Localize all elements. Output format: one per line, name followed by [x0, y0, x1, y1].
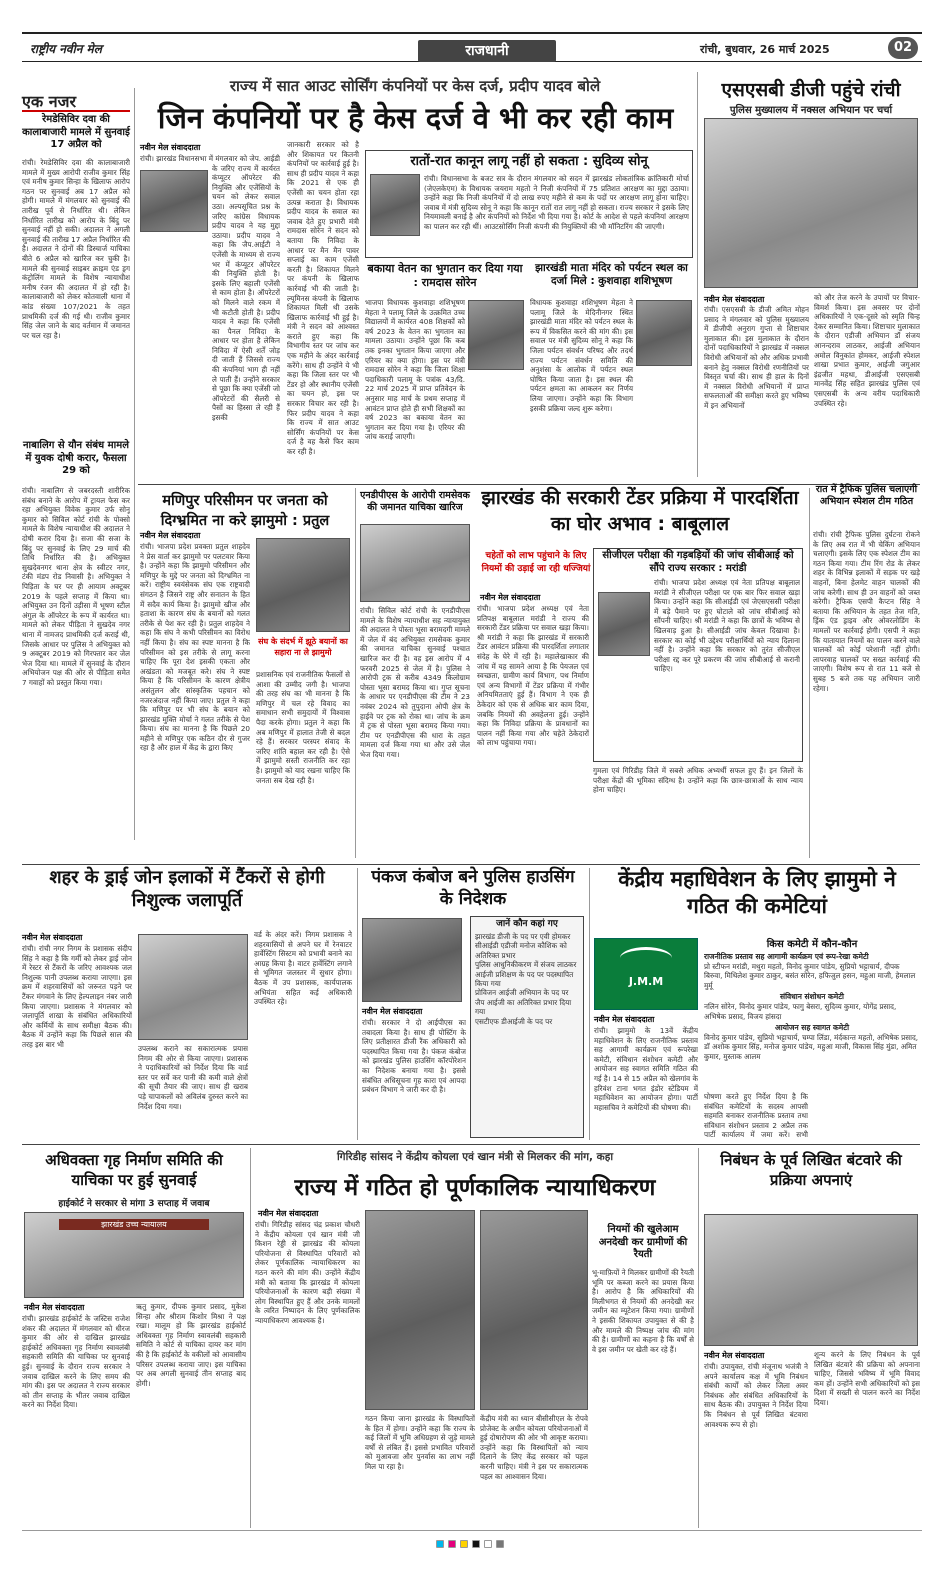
- ssb-headline: एसएसबी डीजी पहुंचे रांची: [721, 79, 901, 101]
- column-rule: [250, 1148, 251, 1528]
- lead-column-1: [140, 154, 280, 480]
- print-registration-bar: [22, 1530, 922, 1542]
- list-item: जैप आईजी का अतिरिक्त प्रभार दिया गया: [475, 997, 572, 1017]
- column-rule: [698, 1148, 699, 1528]
- lead-byline: नवीन मेल संवाददाता: [140, 143, 201, 152]
- ssb-subhead: पुलिस मुख्यालय में नक्सल अभियान पर चर्चा: [729, 105, 893, 116]
- pankaj-headline: पंकज कंबोज बने पुलिस हाउसिंग के निदेशक: [371, 867, 575, 910]
- color-swatch: [472, 1540, 480, 1548]
- manipur-column-1: रांची। भाजपा प्रदेश प्रवक्ता प्रतुल शाहदेव ने प्रेस वार्ता कर झामुमो पर पलटवार किया है। उन्होंने कहा कि झामुमो परिसीमन और मणिपुर के मुद्दे पर जनता को दिग्भ्रमित ना करें। राष्ट्रीय स्वयंसेवक संघ एक राष्ट्रवादी संगठन है जिसने राष्ट्र और सनातन के हित में सदैव कार्य किया है। झामुमो खीज और हताशा के कारण संघ के बयानों को गलत तरीके से पेश कर रही है। प्रतुल शाहदेव ने कहा कि संघ ने कभी परिसीमन का विरोध नहीं किया है। संघ का स्पष्ट मानना है कि परिसीमन को इस तरीके से लागू करना चाहिए कि पूरा देश इसकी एकता और अखंडता को मजबूत करे। संघ ने स्पष्ट किया है कि परिसीमन के कारण क्षेत्रीय असंतुलन और सांस्कृतिक पहचान को नजरअंदाज नहीं किया जाए। प्रतुल ने कहा कि मणिपुर पर भी संघ के बयान को झारखंड मुक्ति मोर्चा ने गलत तरीके से पेश किया। संघ का मानना है कि पिछले 20 महीने से मणिपुर एक कठिन दौर से गुजर रहा है और हाल में केंद्र के द्वारा किए: [140, 542, 250, 753]
- bakaya-body: भाजपा विधायक कुशवाहा शशिभूषण मेहता ने पलामू जिले के उत्क्रमित उच्च विद्यालयों में कार्यरत 408 शिक्षकों को वर्ष 2023 के वेतन का भुगतान का मामला उठाया। उन्होंने पूछा कि कब तक इनका भुगतान किया जाएगा और एरियर का क्या होगा। इस पर मंत्री रामदास सोरेन ने कहा कि जिला शिक्षा पदाधिकारी पलामू के पत्रांक 43/दि. 22 मार्च 2025 में प्राप्त प्रतिवेदन के अनुसार माह मार्च के प्रथम सप्ताह में आवंटन प्राप्त होते ही सभी शिक्षकों का वर्ष 2023 का बकाया वेतन का भुगतान कर दिया गया है। एरियर की जांच कराई जाएगी।: [365, 298, 465, 442]
- list-item: सीआईडी एडीजी मनोज कौशिक को अतिरिक्त प्रभार: [475, 941, 567, 960]
- column-rule: [134, 88, 135, 840]
- nibandhan-headline: निबंधन के पूर्व लिखित बंटवारे की प्रक्रिया अपनाएं: [720, 1151, 902, 1190]
- jmm-body-3: [812, 1092, 920, 1140]
- sudivya-body: रांची। विधानसभा के बजट सत्र के दौरान मंगलवार को सदन में झारखंड लोकतांत्रिक क्रांतिकारी मोर्चा (जेएलकेएम) के विधायक जयराम महतो ने निजी कंपनियों में 75 प्रतिशत आरक्षण का मुद्दा उठाया। उन्होंने कहा कि निजी कंपनियों में दो लाख रुपए महीने से कम के पदों पर आरक्षण लागू होना चाहिए। जवाब में मंत्री सुदिव्य सोनू ने कहा कि कानून रातों रात लागू नहीं हो सकता। राज्य सरकार ने इसके लिए नियमावली बनाई है और कंपनियों को निर्देश भी दिया गया है। कोर्ट के आदेश से पहले कंपनियां आरक्षण का पालन कर रही थीं। आउटसोर्सिंग निजी कंपनी की नियुक्तियों की भी मॉनिटरिंग की जाएगी।: [424, 174, 689, 231]
- water-column-2: उपलब्ध कराने का सकारात्मक प्रयास निगम की ओर से किया जाएगा। प्रशासक ने पदाधिकारियों को निर्देश दिया कि वार्ड स्तर पर सर्वे कर पानी की कमी वाले क्षेत्रों की सूची तैयार की जाए। साथ ही खराब पड़े चापाकलों को अविलंब दुरुस्त करने का निर्देश दिया गया।: [138, 1044, 248, 1111]
- section-divider: [138, 484, 920, 485]
- pankaj-byline: नवीन मेल संवाददाता: [362, 1007, 423, 1016]
- nibandhan-byline: नवीन मेल संवाददाता: [704, 1351, 765, 1360]
- dateline: रांची, बुधवार, 26 मार्च 2025: [700, 43, 830, 56]
- water-column-3: वर्ड के अंदर करें। निगम प्रशासक ने शहरवासियों से अपने घर में रेनवाटर हार्वेस्टिंग सिस्टम को प्रभावी बनाने का आग्रह किया है। वाटर हार्वेस्टिंग लगाने से भूमिगत जलस्तर में सुधार होगा। बैठक में उप प्रशासक, कार्यपालक अभियंता सहित कई अधिकारी उपस्थित रहे।: [254, 930, 352, 1007]
- section-divider: [22, 1144, 920, 1145]
- manipur-headline: मणिपुर परिसीमन पर जनता को दिग्भ्रमित ना करे झामुमो : प्रतुल: [160, 493, 330, 529]
- ssb-byline: नवीन मेल संवाददाता: [704, 295, 765, 304]
- traffic-headline: रात में ट्रैफिक पुलिस चलाएगी अभियान स्पेशल टीम गठित: [815, 484, 918, 507]
- court-sign: झारखंड उच्च न्यायालय: [59, 1219, 209, 1230]
- color-swatch: [436, 1540, 444, 1548]
- transfer-list-title: जानें कौन कहां गए: [496, 919, 558, 929]
- committee-3-title: आयोजन सह स्वागत कमेटी: [774, 1023, 850, 1033]
- mp-minister-photo-2: [480, 1210, 588, 1410]
- niyam-body: भू-माफ़ियों ने मिलकर ग्रामीणों की रैयती भूमि पर कब्जा करने का प्रयास किया है। आरोप है कि अधिकारियों की मिलीभगत से नियमों की अनदेखी कर जमीन का म्यूटेशन किया गया। ग्रामीणों ने इसकी शिकायत उपायुक्त से की है और मामले की निष्पक्ष जांच की मांग की है। ग्रामीणों का कहना है कि वर्षों से वे इस जमीन पर खेती कर रहे हैं।: [592, 1268, 694, 1354]
- color-swatches: [22, 1533, 922, 1552]
- sudivya-headline: रातों-रात कानून लागू नहीं हो सकता : सुदिव्य सोनू: [410, 154, 648, 169]
- cgl-headline: सीजीएल परीक्षा की गड़बड़ियों की जांच सीबीआई को सौंपे राज्य सरकार : मरांडी: [602, 550, 794, 574]
- color-swatch: [448, 1540, 456, 1548]
- ek-nazar-headline-1: रेमडेसिविर दवा की कालाबाजारी मामले में सुनवाई 17 अप्रैल को: [22, 114, 130, 150]
- list-item: पुलिस आधुनिकीकरण में संजय लाठकर: [475, 960, 577, 970]
- section-label: राजधानी: [418, 40, 556, 62]
- list-item: झारखंड डीजी के पद पर एवी होमकर: [475, 932, 571, 941]
- column-rule: [697, 72, 698, 477]
- page-number: 02: [888, 37, 918, 59]
- mandir-headline: झारखंडी माता मंदिर को पर्यटन स्थल का दर्जा मिले : कुशवाहा शशिभूषण: [535, 262, 688, 288]
- water-byline: नवीन मेल संवाददाता: [22, 933, 83, 942]
- color-swatch: [484, 1540, 492, 1548]
- babulal-column-1: रांची। भाजपा प्रदेश अध्यक्ष एवं नेता प्रतिपक्ष बाबूलाल मरांडी ने राज्य की सरकारी टेंडर प्रक्रिया पर सवाल खड़ा किया। श्री मरांडी ने कहा कि झारखंड में सरकारी टेंडर आवंटन प्रक्रिया की पारदर्शिता लगातार संदेह के घेरे में रही है। महालेखाकार की जांच में यह सामने आया है कि पेयजल एवं स्वच्छता, ग्रामीण कार्य विभाग, पथ निर्माण एवं अन्य विभागों में टेंडर प्रक्रिया में गंभीर अनियमितताएं हुई हैं। विभाग ने एक ही ठेकेदार को एक से अधिक बार काम दिया, जबकि नियमों की अवहेलना हुई। उन्होंने कहा कि निविदा प्रक्रिया के प्रावधानों का पालन नहीं किया गया और चहेते ठेकेदारों को लाभ पहुंचाया गया।: [477, 604, 589, 748]
- committee-box: [704, 936, 920, 1090]
- housing-column-2: ऋतु कुमार, दीपक कुमार प्रसाद, मुकेश सिन्हा और श्रीराम किशोर मिश्रा ने पक्ष रखा। मालूम हो कि झारखंड हाईकोर्ट अधिवक्ता गृह निर्माण स्वावलंबी सहकारी समिति ने कोर्ट से याचिका दायर कर मांग की है कि हाईकोर्ट के वकीलों को आवासीय परिसर उपलब्ध कराया जाए। इस याचिका पर अब अगली सुनवाई तीन सप्ताह बाद होगी।: [136, 1302, 246, 1388]
- list-item: प्रोविजन आईजी अभियान के पद पर: [475, 988, 569, 998]
- column-rule: [357, 868, 358, 1140]
- water-headline: शहर के ड्राई जोन इलाकों में टैंकरों से होगी निशुल्क जलापूर्ति: [49, 867, 325, 912]
- column-rule: [589, 868, 590, 1140]
- jmm-logo-text: J.M.M: [628, 975, 664, 988]
- bakaya-headline: बकाया वेतन का भुगतान कर दिया गया : रामदास सोरेन: [367, 262, 523, 289]
- manipur-column-2: प्रशासनिक एवं राजनीतिक फैसलों से आशा की उम्मीद जगी है। भाजपा की तरह संघ का भी मानना है कि मणिपुर में चल रहे विवाद का समाधान सभी समुदायों में विश्वास पैदा करके होगा। प्रतुल ने कहा कि अब मणिपुर में हालात तेजी से बदल रहे हैं। सरकार परस्पर संवाद के जरिए शांति बहाल कर रही है। ऐसे में झामुमो सस्ती राजनीति कर रहा है। झामुमो को याद रखना चाहिए कि जनता सब देख रही है।: [256, 670, 350, 785]
- giridih-kicker: गिरिडीह सांसद ने केंद्रीय कोयला एवं खान मंत्री से मिलकर की मांग, कहा: [336, 1151, 614, 1163]
- dc-meeting-photo: [704, 1214, 918, 1346]
- housing-column-1: रांची। झारखंड हाईकोर्ट के जस्टिस राजेश शंकर की अदालत में मंगलवार को धीरज कुमार की ओर से दाखिल झारखंड हाईकोर्ट अधिवक्ता गृह निर्माण स्वावलंबी सहकारी समिति की याचिका पर सुनवाई हुई। सुनवाई के दौरान राज्य सरकार ने जवाब दाखिल करने के लिए समय की मांग की। इस पर अदालत ने राज्य सरकार को तीन सप्ताह के भीतर जवाब दाखिल करने का निर्देश दिया।: [22, 1314, 130, 1410]
- committee-1-title: राजनीतिक प्रस्ताव सह आगामी कार्यक्रम एवं रूप-रेखा कमेटी: [704, 952, 869, 961]
- ek-nazar-headline-2: नाबालिग से यौन संबंध मामले में युवक दोषी करार, फैसला 29 को: [22, 440, 130, 476]
- ek-nazar-text: एक नजर: [22, 92, 77, 111]
- transfer-list: [471, 930, 583, 1028]
- color-swatch: [460, 1540, 468, 1548]
- column-rule: [809, 488, 810, 858]
- brand-name: राष्ट्रीय नवीन मेल: [30, 42, 102, 56]
- giridih-column-2: गठन किया जाना झारखंड के विस्थापितों के हित में होगा। उन्होंने कहा कि राज्य के कई जिलों में भूमि अधिग्रहण से जुड़े मामले वर्षों से लंबित हैं। इससे प्रभावित परिवारों को मुआवजा और पुनर्वास का लाभ नहीं मिल पा रहा है।: [365, 1414, 475, 1471]
- lead-headline: जिन कंपनियों पर है केस दर्ज वे भी कर रही काम: [157, 101, 674, 135]
- color-swatch: [496, 1540, 504, 1548]
- court-photo: [360, 524, 470, 602]
- bow-arrow-icon: [620, 947, 672, 969]
- column-rule: [355, 488, 356, 858]
- manipur-byline: नवीन मेल संवाददाता: [140, 531, 201, 540]
- ek-nazar-label: [22, 90, 130, 112]
- giridih-byline: नवीन मेल संवाददाता: [258, 1209, 319, 1218]
- giridih-column-3: केंद्रीय मंत्री का ध्यान बीसीसीएल के रोपवे प्रोजेक्ट के अधीन कोयला परियोजनाओं में हुई दोषारोपण की ओर भी आकृष्ट कराया। उन्होंने कहा कि विस्थापितों को न्याय दिलाने के लिए केंद्र सरकार को पहल करनी चाहिए। मंत्री ने इस पर सकारात्मक पहल का आश्वासन दिया।: [480, 1414, 588, 1481]
- jmm-logo: [594, 938, 698, 1010]
- housing-headline: अधिवक्ता गृह निर्माण समिति की याचिका पर हुई सुनवाई: [45, 1151, 223, 1190]
- mandir-body: विधायक कुशवाहा शशिभूषण मेहता ने पलामू जिले के मेदिनीनगर स्थित झारखंडी माता मंदिर को पर्यटन स्थल के रूप में विकसित करने की मांग की। इस सवाल पर मंत्री सुदिव्य सोनू ने कहा कि जिला पर्यटन संवर्धन परिषद और तदर्थ राज्य पर्यटन संवर्धन समिति की अनुशंसा के आलोक में पर्यटन स्थल घोषित किया जाता है। इस स्थल की पर्यटन क्षमता का आकलन कर निर्णय लिया जाएगा। उन्होंने कहा कि विभाग इसकी प्रक्रिया जल्द शुरू करेगा।: [530, 298, 633, 413]
- jmm-headline: केंद्रीय महाधिवेशन के लिए झामुमो ने गठित की कमेटियां: [618, 867, 896, 919]
- lead-kicker: राज्य में सात आउट सोर्सिंग कंपनियों पर केस दर्ज, प्रदीप यादव बोले: [229, 77, 601, 95]
- ek-nazar-body-1: रांची। रेमडेसिविर दवा की कालाबाजारी मामले में मुख्य आरोपी राजीव कुमार सिंह एवं मनीष कुमार सिन्हा के खिलाफ आरोप गठन पर सुनवाई अब 17 अप्रैल को होगी। मामले में मंगलवार को सुनवाई की तारीख पूर्व से निर्धारित थी। लेकिन निर्धारित तारीख को आरोप के बिंदु पर सुनवाई नहीं हो सकी। अदालत ने अगली सुनवाई की तारीख 17 अप्रैल निर्धारित की है। अदालत ने दोनों की डिस्चार्ज याचिका बीते 6 अप्रैल को खारिज कर चुकी है। मामले की सुनवाई साइबर क्राइम एंड ड्रग कंट्रोलिंग मामले के विशेष न्यायाधीश मनीष रंजन की अदालत में हो रही है। कालाबाजारी को लेकर कोतवाली थाना में कांड संख्या 107/2021 के तहत प्राथमिकी दर्ज की गई थी। राजीव कुमार सिंह जेल जाने के बाद वर्तमान में जमानत पर चल रहा है।: [22, 158, 130, 340]
- committee-2-members: नलिन सोरेन, विनोद कुमार पांडेय, फागु बेसरा, सुदिव्य कुमार, योगेंद्र प्रसाद, अभिषेक प्रसाद, विजय हांसदा: [704, 1002, 897, 1021]
- lead-column-1-text: रांची। झारखंड विधानसभा में मंगलवार को जेप. आईडी के जरिए राज्य में कार्यरत कंप्यूटर ऑपरेटर की नियुक्ति और एजेंसियों के चयन को लेकर सवाल उठा। अल्पसूचित प्रश्न के जरिए कांग्रेस विधायक प्रदीप यादव ने यह मुद्दा उठाया। प्रदीप यादव ने कहा कि जैप.आईटी ने एजेंसी के माध्यम से राज्य भर में कंप्यूटर ऑपरेटर की नियुक्ति होती है। इसके लिए बहाली एजेंसी से काम होता है। ऑपरेटरों को मिलने वाले रकम में भी कटौती होती है। प्रदीप यादव ने कहा कि एजेंसी का पैनल निविदा के आधार पर होता है लेकिन निविदा में ऐसी शर्तें जोड़ दी जाती हैं जिससे राज्य की कंपनियां भाग ही नहीं ले पाती हैं। उन्होंने सरकार से पूछा कि क्या एजेंसी जो ऑपरेटरों की सैलरी से पैसों का हिस्सा ले रही हैं इसकी: [140, 154, 280, 423]
- committee-3-members: विनोद कुमार पांडेय, सुप्रियो भट्टाचार्य, चम्पा लिंडा, मंर्दकान्त महतो, अभिषेक प्रसाद, डॉ अशोक कुमार सिंह, मनोज कुमार पांडेय, महुआ माजी, विकास सिंह मुंडा, अमित कुमार, मुस्ताक आलम: [704, 1033, 919, 1061]
- transfer-list-box: [470, 916, 584, 1138]
- jmm-body-2: घोषणा करते हुए निर्देश दिया है कि संबंधित कमेटियों के सदस्य आपसी सहमति बनाकर राजनीतिक प्रस्ताव तथा संविधान संशोधन प्रस्ताव 2 अप्रैल तक पार्टी कार्यालय में जमा करें। सभी: [704, 1092, 808, 1140]
- nibandhan-column-1: रांची। उपायुक्त, रांची मंजूनाथ भजंत्री ने अपने कार्यालय कक्ष में भूमि निबंधन संबंधी कार्यों को लेकर जिला अवर निबंधक और संबंधित अधिकारियों के साथ बैठक की। उपायुक्त ने निर्देश दिया कि निबंधन से पूर्व लिखित बंटवारा आवश्यक रूप से हो।: [704, 1362, 808, 1429]
- pratul-photo: [256, 538, 350, 632]
- jmm-body: रांची। झामुमो के 13वें केंद्रीय महाधिवेशन के लिए राजनीतिक प्रस्ताव सह आगामी कार्यक्रम एवं रूपरेखा कमेटी, संविधान संशोधन कमेटी और आयोजन सह स्वागत समिति गठित की गई है। 14 से 15 अप्रैल को खेलगांव के हरिवंश टाना भगत इंडोर स्टेडियम में महाधिवेशन का आयोजन होगा। पार्टी महासचिव ने कमेटियों की घोषणा की।: [594, 1026, 698, 1112]
- babulal-byline: नवीन मेल संवाददाता: [480, 593, 541, 602]
- niyam-headline: नियमों की खुलेआम अनदेखी कर ग्रामीणों की रैयती: [598, 1224, 688, 1260]
- committee-1-members: प्रो स्टीफन मरांडी, मथुरा महतो, विनोद कुमार पांडेय, सुप्रियो भट्टाचार्य, दीपक बिरुवा, मिथिलेश कुमार ठाकुर, बसंत सोरेन, हफिजुल हसन, महुआ माजी, हेमलाल मुर्मू: [704, 962, 916, 990]
- sudivya-photo: [370, 174, 420, 236]
- traffic-body: रांची। रांची ट्रैफिक पुलिस दुर्घटना रोकने के लिए अब रात में भी चेकिंग अभियान चलाएगी। इसके लिए एक स्पेशल टीम का गठन किया गया। टीम रिंग रोड के लेकर शहर के विभिन्न इलाकों में सड़क पर खड़े वाहनों, बिना हेलमेट वाहन चालकों की जांच करेगी। साथ ही उन वाहनों को जब्त करेगी। ट्रैफिक एसपी कैप्टन सिंह ने बताया कि अभियान के तहत तेज गति, ड्रिंक एंड ड्राइव और ओवरलोडिंग के मामलों पर कार्रवाई होगी। एसपी ने कहा कि यातायात नियमों का पालन करने वाले चालकों को कोई परेशानी नहीं होगी। लापरवाह चालकों पर सख्त कार्रवाई की जाएगी। विशेष रूप से रात 11 बजे से सुबह 5 बजे तक यह अभियान जारी रहेगा।: [813, 530, 920, 693]
- pankaj-kamboj-photo: [362, 918, 462, 1002]
- ndps-headline: एनडीपीएस के आरोपी रामसेवक की जमानत याचिका खारिज: [360, 490, 470, 513]
- ssb-dg-photo: [704, 118, 918, 288]
- water-column-1: रांची। रांची नगर निगम के प्रशासक संदीप सिंह ने कहा है कि गर्मी को लेकर ड्राई जोन में रेस्टर से टैंकरों के जरिए आवश्यक जल निशुल्क पानी उपलब्ध कराया जाएगा। इस क्रम में शहरवासियों को जरूरत पड़ने पर टैंकर मंगवाने के लिए हेल्पलाइन नंबर जारी किया जाएगा। प्रशासक ने मंगलवार को जलापूर्ति शाखा के संबंधित अधिकारियों और कर्मियों के साथ समीक्षा बैठक की। बैठक में उन्होंने कहा कि पिछले साल की तरह इस बार भी: [22, 944, 132, 1049]
- pankaj-body: रांची। सरकार ने दो आईपीएस का तबादला किया है। साथ ही पोस्टिंग के लिए प्रतीक्षारत डीजी रैंक अधिकारी को पदस्थापित किया गया है। पंकज कंबोज को झारखंड पुलिस हाउसिंग कॉरपोरेशन का निदेशक बनाया गया है। इससे संबंधित अधिसूचना गृह कारा एवं आपदा प्रबंधन विभाग ने जारी कर दी है।: [362, 1018, 466, 1095]
- ndps-body: रांची। सिविल कोर्ट रांची के एनडीपीएस मामले के विशेष न्यायाधीश सह न्यायायुक्त की अदालत ने पोस्ता भूसा बरामदगी मामले में जेल में बंद अभियुक्त रामसेवक कुमार की जमानत याचिका सुनवाई पश्चात खारिज कर दी है। वह इस आरोप में 4 फरवरी 2025 से जेल में है। पुलिस ने आरोपी ट्रक से करीब 4349 किलोग्राम पोस्ता भूसा बरामद किया था। गुप्त सूचना के आधार पर एनडीपीएस की टीम ने 23 नवंबर 2024 को तुपुदाना ओपी क्षेत्र के हाईवे पर ट्रक को रोका था। जांच के क्रम में ट्रक से पोस्ता भूसा बरामद किया गया। टीम पर एनडीपीएस की धारा के तहत मामला दर्ज किया गया था और उसे जेल भेज दिया गया।: [360, 606, 470, 759]
- manipur-quote: संघ के संदर्भ में झूठे बयानों का सहारा ना ले झामुमो: [258, 637, 348, 657]
- giridih-column-1: रांची। गिरिडीह सांसद चंद्र प्रकाश चौधरी ने केंद्रीय कोयला एवं खान मंत्री जी किशन रेड्डी से झारखंड की कोयला परियोजना से विस्थापित परिवारों को लेकर पूर्णकालिक न्यायाधिकरण का गठन करने की मांग की। उन्होंने केंद्रीय मंत्री को बताया कि झारखंड में कोयला परियोजनाओं के कारण बड़ी संख्या में लोग विस्थापित हुए हैं और उनके मामलों के त्वरित निष्पादन के लिए पूर्णकालिक न्यायाधिकरण आवश्यक है।: [255, 1220, 360, 1325]
- babulal-pullquote: चहेतों को लाभ पहुंचाने के लिए नियमों की उड़ाई जा रही धज्जियां: [481, 551, 591, 574]
- ssb-column-1: रांची। एसएसबी के डीजी अमित मोहन प्रसाद ने मंगलवार को पुलिस मुख्यालय में डीजीपी अनुराग गुप्ता से शिष्टाचार मुलाकात की। इस मुलाकात के दौरान दोनों पदाधिकारियों ने झारखंड में नक्सल विरोधी अभियानों को और अधिक प्रभावी बनाने हेतु नक्सल विरोधी रणनीतियों पर विस्तृत चर्चा की। साथ ही हाल के दिनों में नक्सल विरोधी अभियानों में प्राप्त सफलताओं की समीक्षा करते हुए भविष्य में इन अभियानों: [704, 305, 809, 410]
- cgl-continued: गुमला एवं गिरिडीह जिले में सबसे अधिक अभ्यर्थी सफल हुए हैं। इन जिलों के परीक्षा केंद्रों की भूमिका संदिग्ध है। उन्होंने कहा कि छात्र-छात्राओं के साथ न्याय होना चाहिए।: [593, 766, 803, 795]
- mp-minister-photo-1: [365, 1210, 475, 1410]
- housing-byline: नवीन मेल संवाददाता: [24, 1303, 85, 1312]
- list-item: आईजी प्रशिक्षण के पद पर पदस्थापित किया गया: [475, 969, 574, 989]
- list-item: एसटीएफ डीआईजी के पद पर: [475, 1016, 553, 1026]
- section-divider: [22, 864, 920, 865]
- committee-box-title: किस कमेटी में कौन-कौन: [766, 939, 858, 950]
- sandeep-singh-photo: [138, 934, 248, 1040]
- committee-2-title: संविधान संशोधन कमेटी: [780, 992, 844, 1002]
- jmm-byline: नवीन मेल संवाददाता: [594, 1015, 655, 1024]
- lead-column-2: जानकारी सरकार को है और शिकायत पर कितनी कंपनियों पर कार्रवाई हुई है। साथ ही प्रदीप यादव ने कहा कि 2021 से एक ही एजेंसी का चयन होता रहा उत्पन्न कराता है। विधायक प्रदीप यादव के सवाल का जवाब देते हुए प्रभारी मंत्री रामदास सोरेन ने सदन को बताया कि निविदा के आधार पर मैन मैन पावर सप्लाई का काम एजेंसी करती है। शिकायत मिलने पर कंपनी के खिलाफ कार्रवाई भी की जाती है। ल्यूमिनस कंपनी के खिलाफ शिकायत मिली थी उसके खिलाफ कार्रवाई भी हुई है। मंत्री ने सदन को आश्वस्त कराते हुए कहा कि विभागीय स्तर पर जांच कर एक महीने के अंदर कार्रवाई करेंगे। साथ ही उन्होंने ये भी कहा कि जिला स्तर पर भी टेंडर हो और स्थानीय एजेंसी का चयन हो, इस पर सरकार विचार कर रही है। फिर प्रदीप यादव ने कहा कि राज्य में सात आउट सोर्सिंग कंपनियों पर केस दर्ज है वह कैसे फिर काम कर रही है।: [287, 140, 359, 456]
- giridih-headline: राज्य में गठित हो पूर्णकालिक न्यायाधिकरण: [294, 1175, 656, 1201]
- ssb-column-2: को और तेज करने के उपायों पर विचार-विमर्श किया। इस अवसर पर दोनों अधिकारियों ने एक-दूसरे को स्मृति चिन्ह देकर सम्मानित किया। शिष्टाचार मुलाकात के दौरान एडीजी अभियान डॉ संजय आनन्दराव लाठकर, आईजी अभियान अमोल विनुकांत होमकर, आईजी स्पेशल शाखा प्रभात कुमार, आईजी जगुआर इंद्रजीत महथा, डीआईजी एसएसबी मानवेंद्र सिंह सहित झारखंड पुलिस एवं एसएसबी के अन्य वरीय पदाधिकारी उपस्थित रहे।: [814, 293, 920, 408]
- ek-nazar-body-2: रांची। नाबालिग से जबरदस्ती शारीरिक संबंध बनाने के आरोप में ट्रायल फेस कर रहा अभियुक्त विवेक कुमार उर्फ सोनू कुमार को सिविल कोर्ट रांची के पोक्सो मामले के विशेष न्यायाधीश की अदालत ने दोषी करार दिया है। सजा की सजा के बिंदु पर सुनवाई के लिए 29 मार्च की तिथि निर्धारित की है। अभियुक्त सुखदेवनगर थाना क्षेत्र के स्वीटर नगर, टंकी मंडप रोड निवासी है। अभियुक्त ने पिड़िता के घर पर ही आयाम अक्टूबर 2019 के पहले सप्ताह में किया था। अभियुक्त उन दिनों उड़ीसा में भूषण स्टील अंगुल के ऑपरेटर के रूप में कार्यरत था। मामले को लेकर पीड़िता ने सुखदेव नगर थाना में नामजद प्राथमिकी दर्ज कराई थी, जिसके आधार पर पुलिस ने अभियुक्त को 9 अक्टूबर 2019 को गिरफ्तार कर जेल भेज दिया था। मामले में सुनवाई के दौरान अभियोजन पक्ष की ओर से पीड़िता समेत 7 गवाहों को प्रस्तुत किया गया।: [22, 486, 130, 687]
- housing-subhead: हाईकोर्ट ने सरकार से मांगा 3 सप्ताह में जवाब: [58, 1199, 210, 1209]
- high-court-photo: [24, 1212, 244, 1298]
- cgl-body: रांची। भाजपा प्रदेश अध्यक्ष एवं नेता प्रतिपक्ष बाबूलाल मरांडी ने सीजीएल परीक्षा पर एक बार फिर सवाल खड़ा किया। उन्होंने कहा कि सीआईडी एवं जेएसएससी परीक्षा में बड़े पैमाने पर हुए घोटाले को जांच सीबीआई को सौंपनी चाहिए। श्री मरांडी ने कहा कि छात्रों के भविष्य से खिलवाड़ हुआ है। सीआईडी जांच केवल दिखावा है। सरकार का कोई भी उद्देश्य परीक्षार्थियों को न्याय दिलाना नहीं है। उन्होंने कहा कि सरकार को तुरंत सीजीएल परीक्षा रद्द कर पूरे प्रकरण की जांच सीबीआई से करानी चाहिए।: [654, 578, 800, 674]
- nibandhan-column-2: शून्य करने के लिए निबंधन के पूर्व लिखित बंटवारे की प्रक्रिया को अपनाना चाहिए, जिससे भविष्य में भूमि विवाद कम हों। उन्होंने सभी अधिकारियों को इस दिशा में सख्ती से पालन करने का निर्देश दिया।: [814, 1350, 920, 1407]
- babulal-headline: झारखंड की सरकारी टेंडर प्रक्रिया में पारदर्शिता का घोर अभाव : बाबूलाल: [481, 487, 799, 535]
